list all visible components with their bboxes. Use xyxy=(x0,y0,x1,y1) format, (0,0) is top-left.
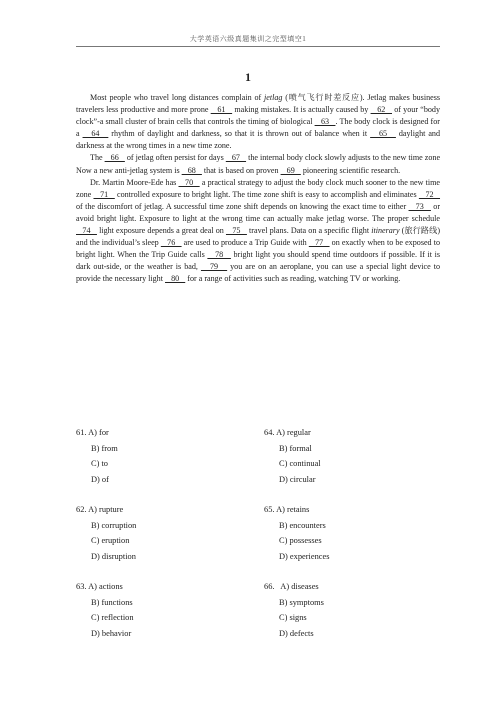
blank-61: 61 xyxy=(210,105,233,115)
term-jetlag: jetlag xyxy=(264,93,283,102)
text: of the discomfort of jetlag. A successful time zone shift depends on knowing the exact time to either xyxy=(76,201,409,211)
text: daylight and darkness at the wrong times in a new time zone. xyxy=(76,129,441,151)
question-number: 63. xyxy=(76,582,87,591)
question-62 xyxy=(76,502,236,564)
question-63 xyxy=(76,579,236,641)
blank-70: 70 xyxy=(178,177,200,187)
text: on exactly when to be exposed to bright light. When the Trip Guide calls xyxy=(76,238,441,260)
option-c[interactable]: C) reflection xyxy=(91,613,134,623)
option-d[interactable]: D) disruption xyxy=(91,551,136,561)
text: controlled exposure to bright light. The time zone shift is easy to accomplish and eliminates xyxy=(114,189,419,199)
option-c[interactable]: C) signs xyxy=(279,613,307,623)
blank-66: 66 xyxy=(104,153,125,163)
blank-79: 79 xyxy=(200,262,228,272)
paragraph-2 xyxy=(76,152,440,176)
text: or avoid bright light. Exposure to light at the wrong time can actually make jetlag worse. The proper schedule xyxy=(76,201,441,223)
blank-68: 68 xyxy=(181,165,202,175)
term-itinerary: itinerary xyxy=(371,226,400,236)
text: of your “body clock”-a small cluster of brain cells that controls the timing of biological xyxy=(76,105,441,127)
page-header: 大学英语六级真题集训之完型填空1 xyxy=(189,35,307,43)
option-d[interactable]: D) experiences xyxy=(279,551,330,561)
blank-65: 65 xyxy=(370,129,396,139)
question-64 xyxy=(264,425,424,487)
blank-74: 74 xyxy=(76,226,97,236)
option-d[interactable]: D) circular xyxy=(279,474,316,484)
text: that is based on proven xyxy=(201,165,281,175)
option-c[interactable]: C) possesses xyxy=(279,536,322,546)
blank-76: 76 xyxy=(160,238,182,248)
passage xyxy=(76,92,440,286)
blank-77: 77 xyxy=(308,238,330,248)
paragraph-1 xyxy=(76,92,440,152)
blank-67: 67 xyxy=(225,153,247,163)
question-61 xyxy=(76,425,236,487)
option-d[interactable]: D) of xyxy=(91,474,109,484)
text: (喷气飞行时差反应). Jetlag makes business travelers less productive and more prone xyxy=(76,93,441,115)
option-c[interactable]: C) continual xyxy=(279,459,321,469)
option-c[interactable]: C) to xyxy=(91,459,108,469)
blank-64: 64 xyxy=(82,129,109,139)
blank-69: 69 xyxy=(280,165,301,175)
blank-73: 73 xyxy=(408,201,431,211)
blank-80: 80 xyxy=(165,274,186,284)
text: bright light you should spend time outdoors if possible. If it is dark out-side, or the weather is bad, xyxy=(76,250,441,272)
text: rhythm of daylight and darkness, so that it is thrown out of balance when it xyxy=(108,129,371,139)
option-d[interactable]: D) defects xyxy=(279,628,314,638)
text: travel plans. Data on a specific flight xyxy=(246,226,372,236)
text: you are on an aeroplane, you can use a special light device to provide the necessary light xyxy=(76,262,441,284)
question-number: 61. xyxy=(76,428,87,437)
text: The xyxy=(90,153,105,163)
blank-63: 63 xyxy=(314,117,336,127)
question-number: 66. xyxy=(264,582,275,591)
text: are used to produce a Trip Guide with xyxy=(181,238,309,248)
text: the internal body clock slowly adjusts to the new time zone Now a new anti-jetlag system is xyxy=(76,153,441,175)
option-b[interactable]: B) formal xyxy=(279,443,312,453)
question-66 xyxy=(264,579,424,641)
text: of jetlag often persist for days xyxy=(124,153,226,163)
paragraph-3 xyxy=(76,177,440,286)
option-a[interactable]: A) actions xyxy=(88,582,123,591)
question-65 xyxy=(264,502,424,564)
blank-78: 78 xyxy=(207,250,231,260)
option-a[interactable]: A) regular xyxy=(276,428,311,437)
blank-72: 72 xyxy=(418,189,441,199)
option-a[interactable]: A) for xyxy=(88,428,109,437)
text: a practical strategy to adjust the body clock much sooner to the new time zone xyxy=(76,177,440,199)
text: pioneering scientific research. xyxy=(300,165,401,175)
text: light exposure depends a great deal on xyxy=(96,226,226,236)
option-b[interactable]: B) corruption xyxy=(91,520,137,530)
text: Dr. Martin Moore-Ede has xyxy=(90,177,179,187)
text: making mistakes. It is actually caused by xyxy=(232,105,371,115)
option-b[interactable]: B) functions xyxy=(91,597,133,607)
text: Most people who travel long distances complain of xyxy=(90,93,265,102)
option-c[interactable]: C) eruption xyxy=(91,536,130,546)
option-b[interactable]: B) symptoms xyxy=(279,597,324,607)
text: . The body clock is designed for a xyxy=(76,117,440,139)
text: for a range of activities such as reading, watching TV or working. xyxy=(185,274,401,284)
option-b[interactable]: B) from xyxy=(91,443,118,453)
question-number: 64. xyxy=(264,428,275,437)
option-b[interactable]: B) encounters xyxy=(279,520,326,530)
blank-62: 62 xyxy=(370,105,392,115)
question-number: 62. xyxy=(76,505,87,514)
blank-71: 71 xyxy=(93,189,115,199)
option-a[interactable]: A) retains xyxy=(276,505,310,514)
option-a[interactable]: A) rupture xyxy=(88,505,124,514)
question-number: 65. xyxy=(264,505,275,514)
blank-75: 75 xyxy=(225,226,247,236)
option-d[interactable]: D) behavior xyxy=(91,628,132,638)
section-number: 1 xyxy=(245,70,251,84)
text: (旅行路线) and the individual’s sleep xyxy=(76,226,441,248)
option-a[interactable]: A) diseases xyxy=(280,582,319,591)
header-rule xyxy=(76,46,440,47)
